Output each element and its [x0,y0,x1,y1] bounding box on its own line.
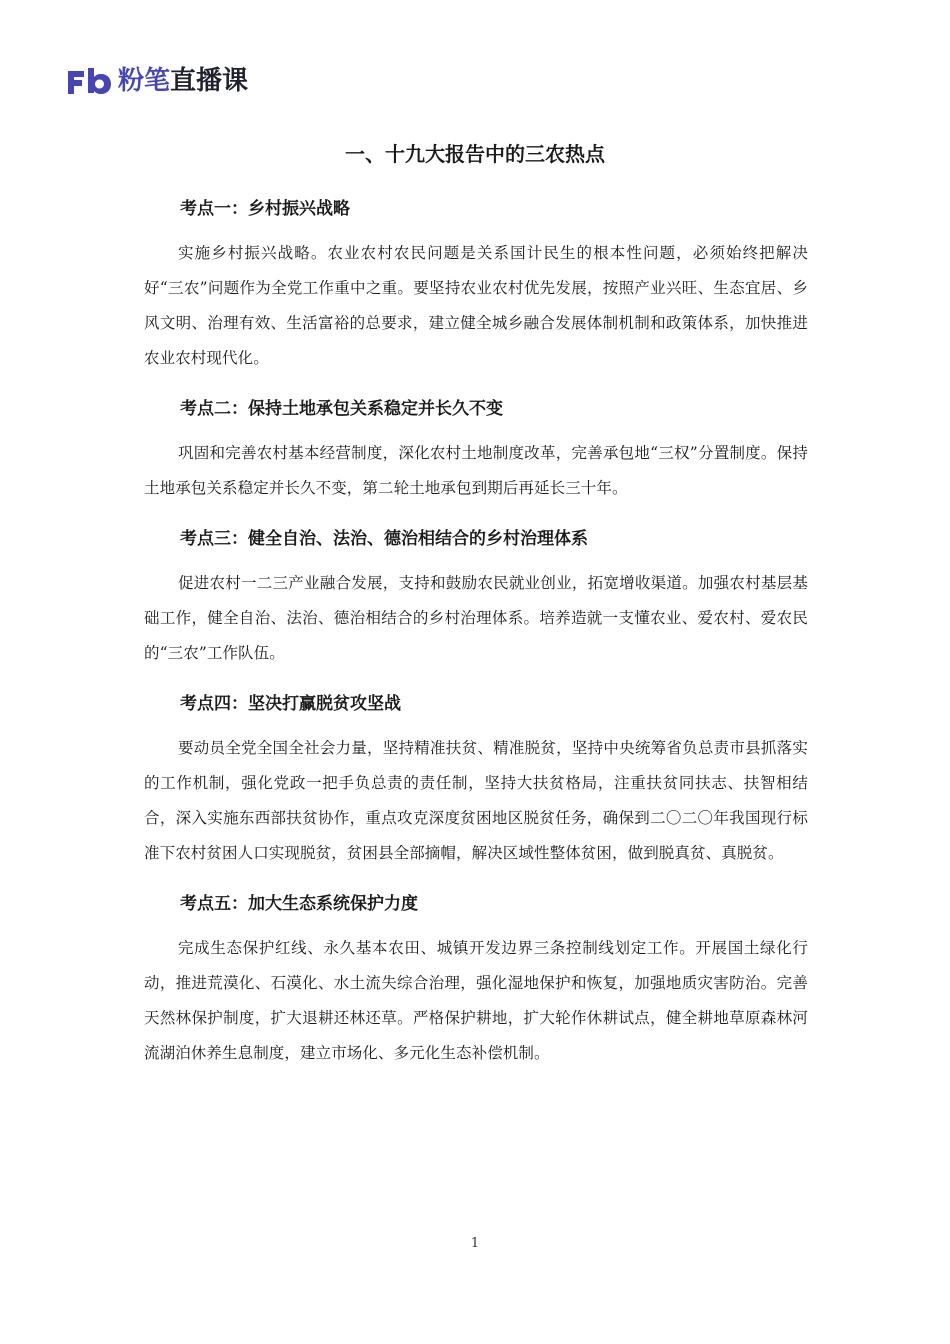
section-paragraph: 巩固和完善农村基本经营制度，深化农村土地制度改革，完善承包地“三权”分置制度。保持土地承包关系稳定并长久不变，第二轮土地承包到期后再延长三十年。 [144,444,808,497]
page-number: 1 [470,1236,480,1251]
section-heading: 考点五：加大生态系统保护力度 [180,894,418,914]
section-1 [144,194,808,376]
section-paragraph: 促进农村一二三产业融合发展，支持和鼓励农民就业创业，拓宽增收渠道。加强农村基层基础工作，健全自治、法治、德治相结合的乡村治理体系。培养造就一支懂农业、爱农村、爱农民的“三农”工作队伍。 [144,574,808,662]
brand-logo [66,64,248,98]
section-5 [144,889,808,1071]
section-heading: 考点二：保持土地承包关系稳定并长久不变 [180,399,503,419]
course-label: 直播课 [170,66,249,96]
section-4 [144,689,808,871]
section-3 [144,524,808,671]
section-2 [144,394,808,506]
section-heading: 考点四：坚决打赢脱贫攻坚战 [180,694,401,714]
section-heading: 考点三：健全自治、法治、德治相结合的乡村治理体系 [180,529,588,549]
document-body [144,194,808,1071]
fenbi-fb-logo-icon [66,66,112,96]
brand-name [118,66,248,96]
section-paragraph: 实施乡村振兴战略。农业农村农民问题是关系国计民生的根本性问题，必须始终把解决好“三农”问题作为全党工作重中之重。要坚持农业农村优先发展，按照产业兴旺、生态宜居、乡风文明、治理有效、生活富裕的总要求，建立健全城乡融合发展体制机制和政策体系，加快推进农业农村现代化。 [144,244,808,367]
section-heading: 考点一：乡村振兴战略 [180,199,350,219]
brand-label: 粉笔 [118,66,171,96]
section-paragraph: 要动员全党全国全社会力量，坚持精准扶贫、精准脱贫，坚持中央统筹省负总责市县抓落实的工作机制，强化党政一把手负总责的责任制，坚持大扶贫格局，注重扶贫同扶志、扶智相结合，深入实施东西部扶贫协作，重点攻克深度贫困地区脱贫任务，确保到二〇二〇年我国现行标准下农村贫困人口实现脱贫，贫困县全部摘帽，解决区域性整体贫困，做到脱真贫、真脱贫。 [144,739,808,862]
page-title: 一、十九大报告中的三农热点 [345,142,605,166]
section-paragraph: 完成生态保护红线、永久基本农田、城镇开发边界三条控制线划定工作。开展国土绿化行动，推进荒漠化、石漠化、水土流失综合治理，强化湿地保护和恢复，加强地质灾害防治。完善天然林保护制度，扩大退耕还林还草。严格保护耕地，扩大轮作休耕试点，健全耕地草原森林河流湖泊休养生息制度，建立市场化、多元化生态补偿机制。 [144,939,808,1062]
